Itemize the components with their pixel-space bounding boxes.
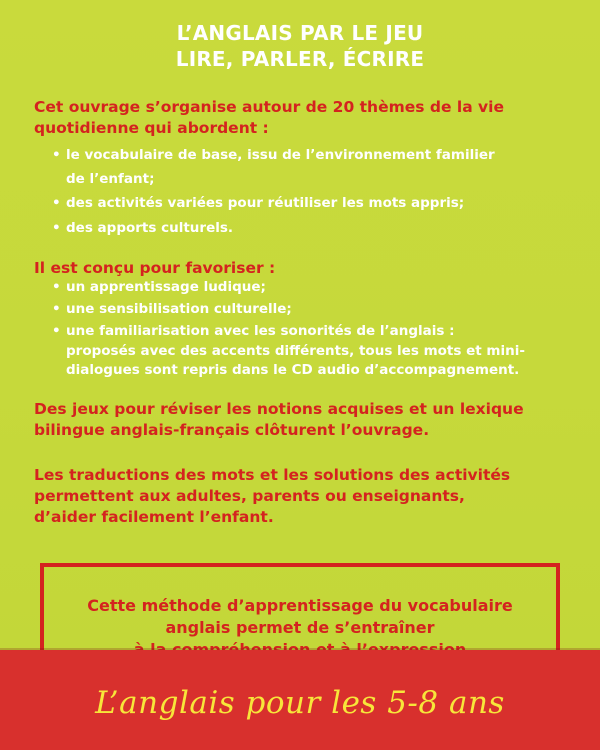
section-2-list: [52, 276, 582, 380]
list-item: [52, 276, 582, 298]
list-item: [52, 192, 582, 214]
bullet-icon: •: [52, 147, 61, 163]
section-1-list: [52, 144, 582, 239]
list-item-text: le vocabulaire de base, issu de l’environnement familier: [66, 147, 495, 163]
list-item: [52, 320, 582, 380]
callout-line: anglais permet de s’entraîner: [165, 618, 435, 637]
list-item-text: une sensibilisation culturelle;: [66, 301, 292, 317]
section-1-intro-line-2: quotidienne qui abordent :: [34, 119, 269, 137]
list-item-text: des activités variées pour réutiliser les mots appris;: [66, 195, 465, 211]
series-banner-text: L’anglais pour les 5-8 ans: [95, 685, 505, 721]
bullet-icon: •: [52, 195, 61, 211]
paragraph-line: permettent aux adultes, parents ou enseignants,: [34, 487, 465, 505]
callout-line: Cette méthode d’apprentissage du vocabulaire: [87, 596, 513, 615]
list-item: [52, 217, 582, 239]
paragraph-line: Les traductions des mots et les solutions des activités: [34, 466, 511, 484]
list-item-text-continued: proposés avec des accents différents, tous les mots et mini-: [66, 343, 525, 359]
section-1-intro-line-1: Cet ouvrage s’organise autour de 20 thèmes de la vie: [34, 98, 504, 116]
list-item-text: des apports culturels.: [66, 220, 234, 236]
paragraph-games: [34, 399, 574, 441]
page-title: [0, 20, 600, 72]
bullet-icon: •: [52, 301, 61, 317]
title-line-2: LIRE, PARLER, ÉCRIRE: [175, 47, 425, 71]
paragraph-line: Des jeux pour réviser les notions acquises et un lexique: [34, 400, 524, 418]
title-line-1: L’ANGLAIS PAR LE JEU: [176, 21, 424, 45]
bullet-icon: •: [52, 279, 61, 295]
list-item-text-continued: de l’enfant;: [66, 171, 155, 187]
section-2-intro-line: Il est conçu pour favoriser :: [34, 259, 276, 277]
bullet-icon: •: [52, 220, 61, 236]
paragraph-line: bilingue anglais-français clôturent l’ouvrage.: [34, 421, 430, 439]
list-item-text-continued: dialogues sont repris dans le CD audio d’accompagnement.: [66, 362, 520, 378]
list-item: [52, 144, 582, 192]
paragraph-line: d’aider facilement l’enfant.: [34, 508, 274, 526]
paragraph-translations: [34, 465, 574, 528]
list-item-text: un apprentissage ludique;: [66, 279, 266, 295]
list-item: [52, 298, 582, 320]
list-item-text: une familiarisation avec les sonorités de l’anglais :: [66, 323, 455, 339]
section-1-intro: [34, 97, 574, 139]
bullet-icon: •: [52, 323, 61, 339]
